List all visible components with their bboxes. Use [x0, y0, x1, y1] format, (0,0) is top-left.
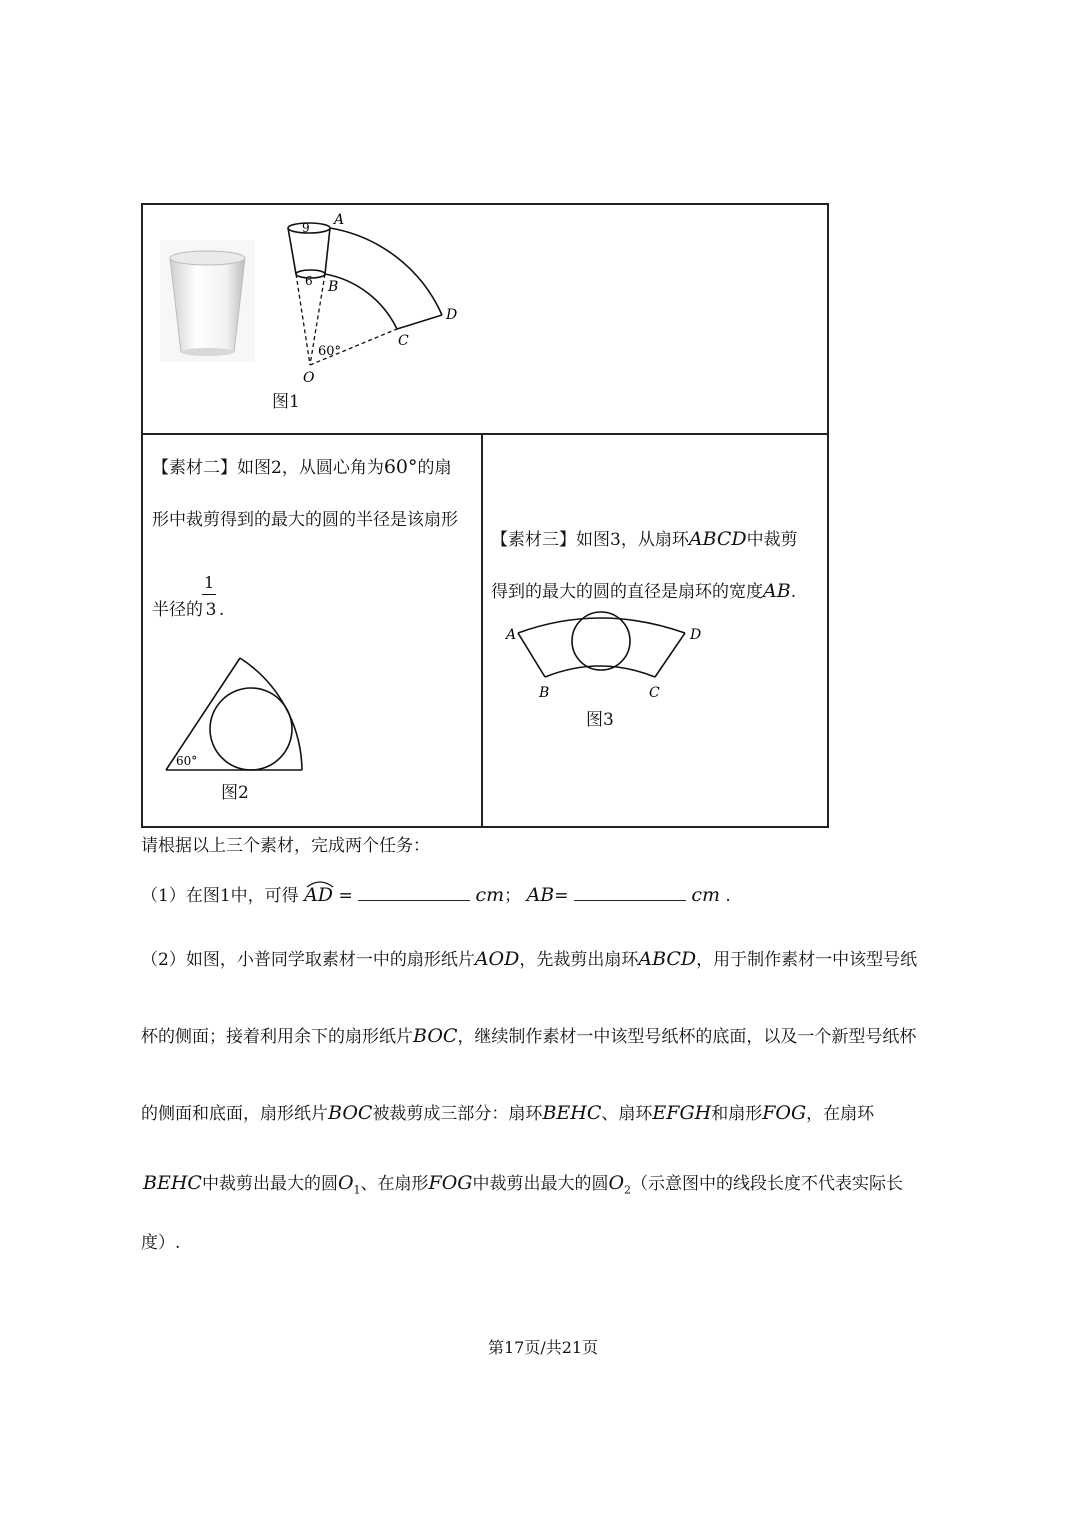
- figure2-angle: 60°: [176, 754, 198, 768]
- task2-line4: BEHC中裁剪出最大的圆$O_1$、在扇形FOG中裁剪出最大的圆$O_2$（示意图中的线段长度不代表实际长: [143, 1172, 904, 1197]
- page-footer: 第17页/共21页: [488, 1338, 599, 1357]
- label-D: D: [690, 627, 702, 643]
- table-divider-horizontal: [143, 433, 827, 435]
- label-B: B: [328, 279, 339, 295]
- top-width-label: 9: [302, 221, 310, 235]
- task2-line3: 的侧面和底面，扇形纸片BOC被裁剪成三部分：扇环BEHC、扇环EFGH和扇形FOG，在扇环: [141, 1102, 875, 1124]
- answer-blank-arc[interactable]: [358, 886, 470, 901]
- task1-line: （1）在图1中，可得 AD = cm； AB= cm .: [141, 884, 731, 907]
- material3-line1: 【素材三】如图3，从扇环ABCD中裁剪: [491, 528, 798, 550]
- figure1-diagram: [280, 205, 480, 385]
- label-D: D: [446, 307, 458, 323]
- material2-line2: 形中裁剪得到的最大的圆的半径是该扇形: [152, 510, 458, 530]
- figure2-diagram: [160, 650, 310, 780]
- answer-blank-ab[interactable]: [574, 886, 686, 901]
- label-B: B: [539, 685, 550, 701]
- label-C: C: [398, 333, 409, 349]
- fraction-bar: [202, 594, 216, 595]
- label-A: A: [506, 627, 517, 643]
- task2-line2: 杯的侧面；接着利用余下的扇形纸片BOC，继续制作素材一中该型号纸杯的底面，以及一个新型号纸杯: [141, 1025, 917, 1047]
- label-C: C: [649, 685, 660, 701]
- instruction-text: 请根据以上三个素材，完成两个任务：: [141, 836, 430, 856]
- figure2-caption: 图2: [221, 783, 249, 803]
- fraction-denominator: 3: [205, 600, 217, 620]
- angle-label: 60°: [318, 344, 342, 359]
- paper-cup-photo: [160, 240, 255, 362]
- material3-line2: 得到的最大的圆的直径是扇环的宽度AB.: [491, 580, 797, 602]
- material2-line3: 半径的 3 .: [152, 600, 225, 620]
- bottom-width-label: 6: [305, 274, 313, 288]
- arc-AD: AD: [304, 884, 333, 907]
- task2-line5: 度）.: [141, 1233, 181, 1253]
- angle-value: 60°: [383, 456, 418, 478]
- figure1-caption: 图1: [272, 392, 300, 412]
- fraction-numerator: 1: [204, 573, 215, 592]
- task2-line1: （2）如图，小普同学取素材一中的扇形纸片AOD，先裁剪出扇环ABCD，用于制作素材一中该型号纸: [141, 948, 918, 970]
- figure3-caption: 图3: [586, 710, 614, 730]
- arc-mark-icon: [305, 878, 335, 888]
- figure3-diagram: [500, 605, 715, 705]
- label-A: A: [334, 212, 345, 228]
- table-divider-vertical: [481, 433, 483, 828]
- material2-line1: 【素材二】如图2，从圆心角为60°的扇: [152, 456, 452, 478]
- label-O: O: [303, 370, 315, 385]
